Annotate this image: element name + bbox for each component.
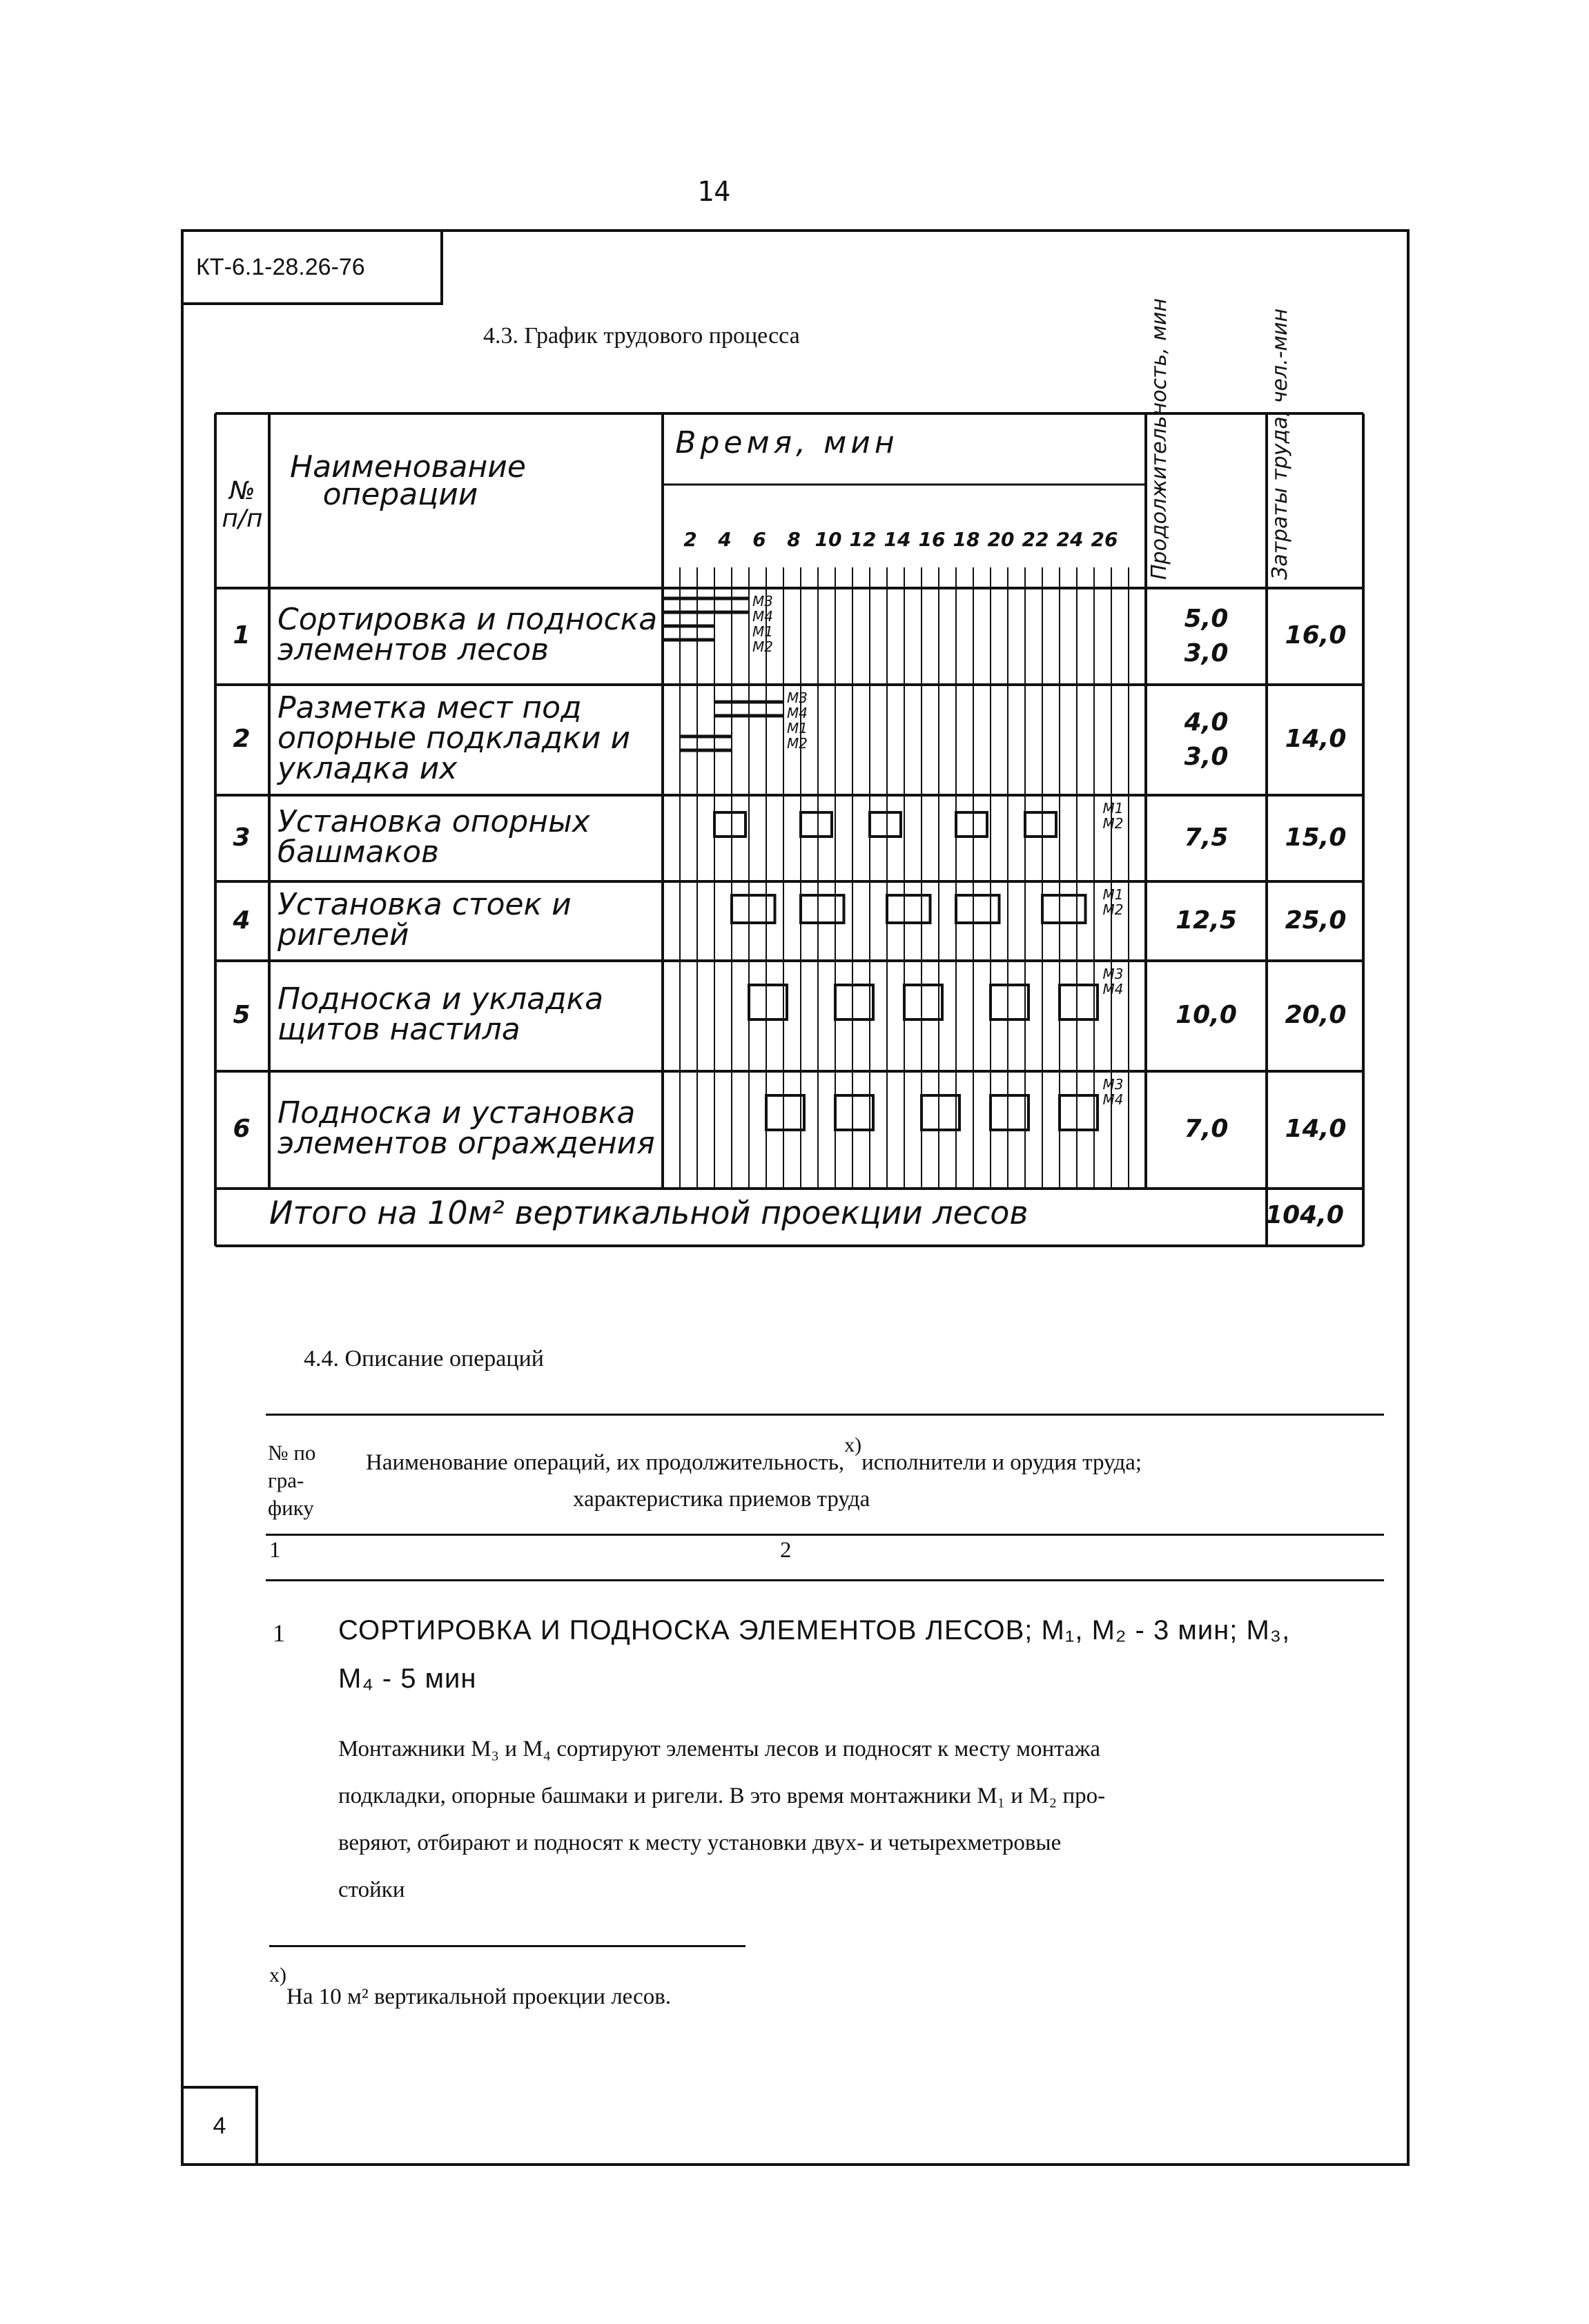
duration-value: 3,0 <box>1184 639 1229 667</box>
gantt-bracket <box>904 985 942 1019</box>
gantt-bracket <box>732 895 775 923</box>
operation-name-line: Установка опорных <box>277 803 590 839</box>
header-operation-name: Наименование операции <box>290 449 526 512</box>
worker-mark: М3 <box>1102 1076 1124 1093</box>
worker-mark: М2 <box>1102 815 1124 832</box>
time-tick-label: 6 <box>752 528 766 551</box>
gantt-bracket <box>870 812 901 837</box>
operation-name-line: Подноска и установка <box>277 1095 636 1131</box>
document-code: КТ-6.1-28.26-76 <box>181 229 443 305</box>
time-tick-label: 24 <box>1056 528 1084 551</box>
gantt-bracket <box>1060 1095 1098 1130</box>
labor-value: 25,0 <box>1285 906 1347 935</box>
time-tick-label: 26 <box>1091 528 1118 551</box>
gantt-bracket <box>835 985 873 1019</box>
operation-1-para-line4: стойки <box>338 1877 405 1902</box>
time-tick-label: 12 <box>849 528 877 551</box>
section-43-title: 4.3. График трудового процесса <box>483 323 800 349</box>
total-label: Итого на 10м² вертикальной проекции лесов <box>269 1194 1029 1231</box>
operation-name-line: Подноска и укладка <box>277 982 604 1017</box>
labor-value: 14,0 <box>1285 1115 1347 1143</box>
operation-name-line: ригелей <box>277 917 409 953</box>
time-tick-label: 22 <box>1022 528 1049 551</box>
labor-value: 14,0 <box>1285 725 1347 753</box>
worker-mark: М2 <box>752 638 773 655</box>
operation-name-line: элементов лесов <box>277 632 549 667</box>
footnote-rule <box>269 1945 745 1947</box>
desc-col2-header-part2: исполнители и орудия труда; <box>861 1450 1142 1475</box>
worker-mark: М4 <box>1102 1091 1124 1108</box>
duration-value: 10,0 <box>1176 1001 1237 1029</box>
gantt-bracket <box>991 985 1029 1019</box>
time-tick-label: 8 <box>787 528 801 551</box>
time-tick-label: 16 <box>918 528 946 551</box>
row-number: 4 <box>233 906 251 935</box>
desc-col2-header-footmark: x) <box>844 1434 862 1456</box>
section-44-title: 4.4. Описание операций <box>304 1346 544 1371</box>
time-tick-label: 14 <box>884 528 911 551</box>
header-labor: Затраты труда, чел.-мин <box>1268 308 1292 580</box>
worker-mark: М4 <box>1102 981 1124 997</box>
worker-mark: М3 <box>752 593 773 609</box>
gantt-bracket <box>956 812 987 837</box>
row-number: 1 <box>233 621 251 650</box>
time-tick-label: 20 <box>987 528 1015 551</box>
duration-value: 12,5 <box>1176 906 1237 935</box>
worker-mark: М1 <box>1102 800 1124 817</box>
time-tick-label: 18 <box>953 528 980 551</box>
desc-table-index-rule <box>266 1579 1384 1581</box>
worker-mark: М3 <box>1102 966 1124 982</box>
operation-1-para-line1: Монтажники М₃ и М₄ сортируют элементы лесов и подносят к месту монтажа <box>338 1737 1101 1761</box>
gantt-bracket <box>1060 985 1098 1019</box>
gantt-bracket <box>1025 812 1056 837</box>
operation-name-line: элементов ограждения <box>277 1126 655 1161</box>
time-tick-label: 4 <box>718 528 732 551</box>
worker-mark: М3 <box>787 690 808 706</box>
operation-1-title-line2: М₄ - 5 мин <box>338 1663 477 1694</box>
row-number: 6 <box>233 1115 251 1143</box>
duration-value: 7,0 <box>1184 1115 1229 1143</box>
labor-value: 15,0 <box>1285 823 1347 852</box>
operation-name-line: укладка их <box>277 751 458 786</box>
worker-mark: М4 <box>787 705 808 721</box>
row-number: 5 <box>233 1001 251 1029</box>
footnote <box>269 1964 672 2009</box>
operation-1-title-line1: СОРТИРОВКА И ПОДНОСКА ЭЛЕМЕНТОВ ЛЕСОВ; М₁, М₂ - 3 мин; М₃, <box>338 1615 1291 1646</box>
worker-mark: М2 <box>1102 901 1124 918</box>
time-tick-label: 2 <box>683 528 697 551</box>
page-number: 14 <box>697 176 731 208</box>
time-tick-label: 10 <box>815 528 842 551</box>
header-duration: Продолжительность, мин <box>1147 298 1171 580</box>
operation-name-line: опорные подкладки и <box>277 721 631 756</box>
worker-mark: М1 <box>1102 886 1124 903</box>
desc-col2-index: 2 <box>780 1538 792 1563</box>
operation-1-num: 1 <box>273 1619 285 1647</box>
footnote-mark: x) <box>269 1964 286 1986</box>
worker-mark: М4 <box>752 608 773 625</box>
gantt-bracket <box>991 1095 1029 1130</box>
operation-name-line: Установка стоек и <box>277 886 572 922</box>
gantt-bracket <box>749 985 787 1019</box>
gantt-bracket <box>801 895 844 923</box>
worker-mark: М1 <box>787 720 808 736</box>
desc-table-top-rule <box>266 1414 1384 1416</box>
labor-value: 20,0 <box>1285 1001 1347 1029</box>
duration-value: 3,0 <box>1184 743 1229 771</box>
gantt-bracket <box>835 1095 873 1130</box>
operation-name-line: башмаков <box>277 834 439 870</box>
gantt-bracket <box>766 1095 804 1130</box>
desc-col2-header-part1: Наименование операций, их продолжительность, <box>366 1450 845 1475</box>
operation-1-para-line2: подкладки, опорные башмаки и ригели. В это время монтажники М₁ и М₂ про- <box>338 1784 1106 1808</box>
operation-name-line: Сортировка и подноска <box>277 602 658 637</box>
desc-col2-header-line2: характеристика приемов труда <box>573 1487 870 1512</box>
sheet-number: 4 <box>181 2086 258 2166</box>
labor-value: 16,0 <box>1285 621 1347 650</box>
header-labor-wrap <box>1256 308 1305 580</box>
desc-col1-header: № по гра- фику <box>268 1441 316 1520</box>
operation-1-para-line3: веряют, отбирают и подносят к месту установки двух- и четырехметровые <box>338 1830 1062 1855</box>
worker-mark: М1 <box>752 623 773 640</box>
header-duration-wrap <box>1135 298 1184 580</box>
footnote-text: На 10 м² вертикальной проекции лесов. <box>286 1984 672 2009</box>
total-value: 104,0 <box>1265 1201 1344 1229</box>
row-number: 3 <box>233 823 251 852</box>
operation-name-line: Разметка мест под <box>277 690 582 725</box>
header-num: № п/п <box>222 477 263 533</box>
gantt-bracket <box>1042 895 1086 923</box>
worker-mark: М2 <box>787 735 808 752</box>
gantt-bracket <box>887 895 930 923</box>
duration-value: 5,0 <box>1184 605 1229 633</box>
duration-value: 7,5 <box>1184 823 1229 852</box>
gantt-bracket <box>956 895 1000 923</box>
row-number: 2 <box>233 725 251 753</box>
duration-value: 4,0 <box>1184 708 1229 736</box>
desc-table-header-rule <box>266 1534 1384 1536</box>
gantt-bracket <box>714 812 745 837</box>
header-time: Время, мин <box>675 425 899 460</box>
operation-name-line: щитов настила <box>277 1012 520 1047</box>
gantt-bracket <box>922 1095 959 1130</box>
desc-col1-index: 1 <box>269 1538 281 1563</box>
gantt-bracket <box>801 812 832 837</box>
